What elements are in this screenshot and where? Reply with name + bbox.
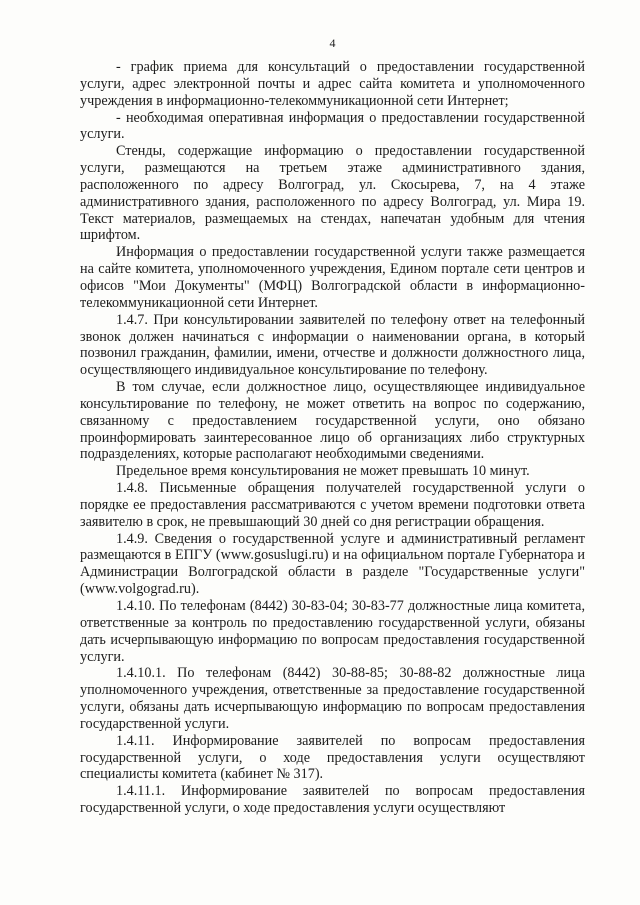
- paragraph-unable-to-answer: В том случае, если должностное лицо, осуществляющее индивидуальное консультирование по телефону, не может ответить на вопрос по содержанию, связанному с предоставлением государственной услуги, оно обязано проинформировать заинтересованное лицо об организациях либо структурных подразделениях, которые располагают необходимыми сведениями.: [80, 379, 585, 463]
- clause-1-4-8: 1.4.8. Письменные обращения получателей государственной услуги о порядке ее предоставления рассматриваются с учетом времени подготовки ответа заявителю в срок, не превышающий 30 дней со дня регистрации обращения.: [80, 480, 585, 530]
- clause-1-4-7: 1.4.7. При консультировании заявителей по телефону ответ на телефонный звонок должен начинаться с информации о наименовании органа, в который позвонил гражданин, фамилии, имени, отчестве и должности должностного лица, осуществляющего индивидуальное консультирование по телефону.: [80, 311, 585, 379]
- paragraph-website-info: Информация о предоставлении государственной услуги также размещается на сайте комитета, уполномоченного учреждения, Едином портале сети центров и офисов "Мои Документы" (МФЦ) Волгоградской области в информационно-телекоммуникационной сети Интернет.: [80, 244, 585, 311]
- page-number: 4: [329, 36, 336, 50]
- clause-1-4-10-1: 1.4.10.1. По телефонам (8442) 30-88-85; 30-88-82 должностные лица уполномоченного учреждения, ответственные за предоставление государственной услуги, обязаны дать исчерпывающую информацию по вопросам предоставления государственной услуги.: [80, 665, 585, 732]
- clause-1-4-10: 1.4.10. По телефонам (8442) 30-83-04; 30-83-77 должностные лица комитета, ответственные за контроль по предоставлению государственной услуги, обязаны дать исчерпывающую информацию по вопросам предоставления государственной услуги.: [80, 598, 585, 665]
- list-item-operative-info: - необходимая оперативная информация о предоставлении государственной услуги.: [80, 109, 585, 143]
- clause-1-4-11: 1.4.11. Информирование заявителей по вопросам предоставления государственной услуги, о ходе предоставления услуги осуществляют специалисты комитета (кабинет № 317).: [80, 732, 585, 783]
- paragraph-time-limit: Предельное время консультирования не может превышать 10 минут.: [116, 463, 530, 480]
- paragraph-stands: Стенды, содержащие информацию о предоставлении государственной услуги, размещаются на третьем этаже административного здания, расположенного по адресу Волгоград, ул. Скосырева, 7, на 4 этаже административного здания, расположенного по адресу Волгоград, ул. Мира 19. Текст материалов, размещаемых на стендах, напечатан удобным для чтения шрифтом.: [80, 143, 585, 244]
- clause-1-4-11-1: 1.4.11.1. Информирование заявителей по вопросам предоставления государственной услуги, о ходе предоставления услуги осуществляют: [80, 783, 585, 817]
- clause-1-4-9: 1.4.9. Сведения о государственной услуге и административный регламент размещаются в ЕПГУ (www.gosuslugi.ru) и на официальном портале Губернатора и Администрации Волгоградской области в разделе "Государственные услуги" (www.volgograd.ru).: [80, 530, 585, 598]
- list-item-schedule: - график приема для консультаций о предоставлении государственной услуги, адрес электронной почты и адрес сайта комитета и уполномоченного учреждения в информационно-телекоммуникационной сети Интернет;: [80, 59, 585, 109]
